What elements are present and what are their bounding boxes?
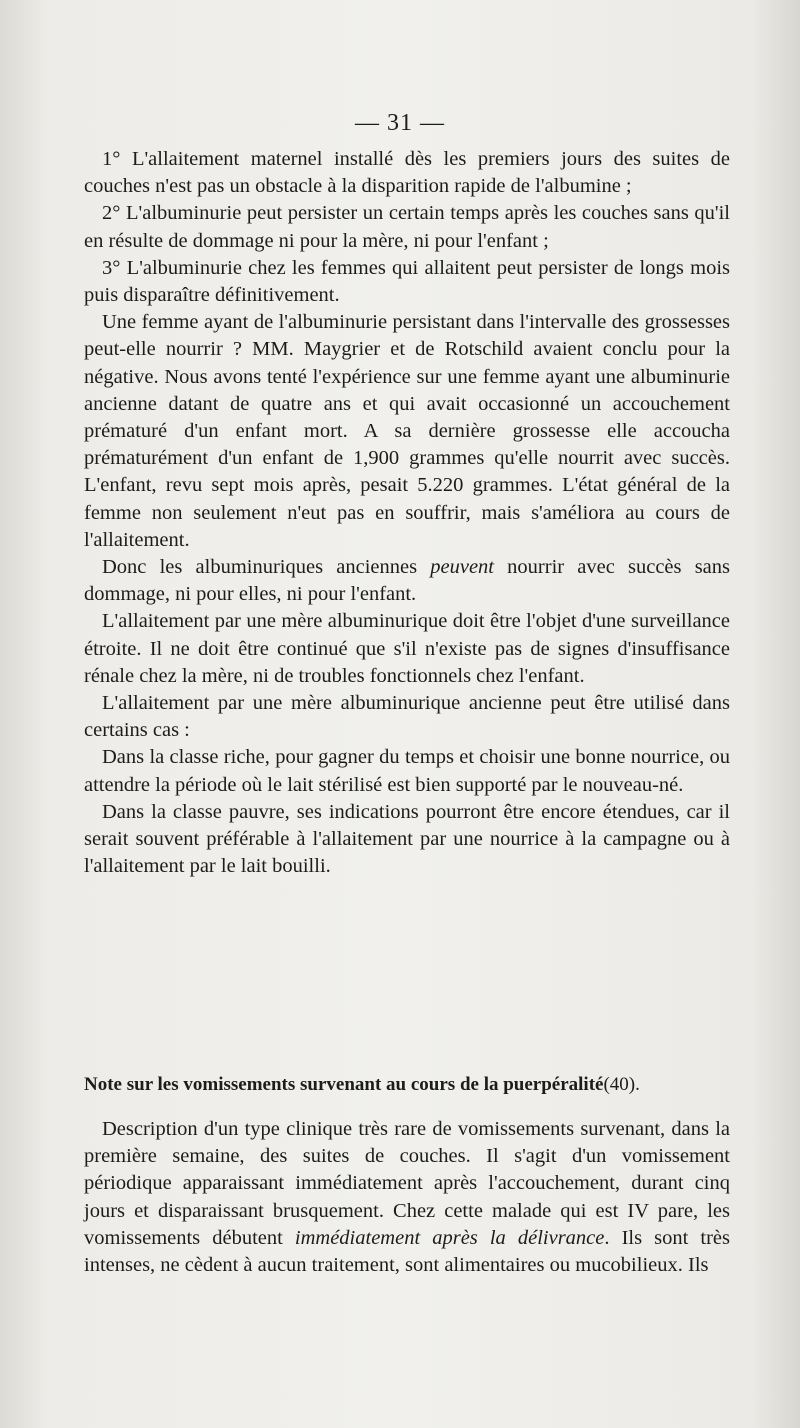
paragraph: Dans la classe pauvre, ses indications pourront être encore étendues, car il serait souvent préférable à l'allaitement par une nourrice à la campagne ou à l'allaitement par le lait bouilli.: [84, 800, 730, 878]
list-item: 3° L'albuminurie chez les femmes qui allaitent peut persister de longs mois puis disparaître définitivement.: [84, 256, 730, 307]
page-number: — 31 —: [355, 110, 445, 136]
paragraph: L'allaitement par une mère albuminurique ancienne peut être utilisé dans certains cas :: [84, 692, 730, 742]
text-run: Donc les albuminuriques anciennes: [102, 556, 431, 579]
section-body: [84, 1116, 730, 1279]
paragraph: L'allaitement par une mère albuminurique doit être l'objet d'une surveillance étroite. Il ne doit être continué que s'il n'existe pas de signes d'insuffisance rénale chez la mère, ni de troubles fonctionnels chez l'enfant.: [84, 610, 730, 687]
list-item: 2° L'albuminurie peut persister un certain temps après les couches sans qu'il en résulte de dommage ni pour la mère, ni pour l'enfant ;: [84, 202, 730, 252]
heading-title: Note sur les vomissements survenant au cours de la puerpéralité: [84, 1074, 604, 1095]
text-run: Description d'un type clinique très rare de vomissements survenant, dans la première semaine, des suites de couches. Il s'agit d'un vomissement périodique apparaissant immédiatement après l'accouchement, durant cinq jours et disparaissant brusquement. Chez cette malade qui est IV pare, les vomissements débutent: [84, 1118, 730, 1249]
list-item: 1° L'allaitement maternel installé dès les premiers jours des suites de couches n'est pas un obstacle à la disparition rapide de l'albumine ;: [84, 148, 730, 198]
emphasis: immédiatement après la délivrance: [294, 1226, 605, 1249]
section-heading: [84, 1071, 730, 1098]
paragraph: Une femme ayant de l'albuminurie persistant dans l'intervalle des grossesses peut-elle nourrir ? MM. Maygrier et de Rotschild avaient conclu pour la négative. Nous avons tenté l'expérience sur une femme ayant une albuminurie ancienne datant de quatre ans et qui avait occasionné un accouchement prématuré d'un enfant mort. A sa dernière grossesse elle accoucha prématurément d'un enfant de 1,900 grammes qu'elle nourrit avec succès. L'enfant, revu sept mois après, pesait 5.220 grammes. L'état général de la femme non seulement n'eut pas en souffrir, mais s'améliora au cours de l'allaitement.: [84, 311, 730, 551]
text-run: nourrir avec succès sans dommage, ni pour elles, ni pour l'enfant.: [84, 556, 730, 606]
paragraph: [84, 554, 730, 608]
heading-reference: (40).: [603, 1074, 640, 1095]
body-text: [84, 146, 730, 880]
paragraph: [84, 1116, 730, 1279]
emphasis: peuvent: [430, 556, 494, 579]
text-run: . Ils sont très intenses, ne cèdent à aucun traitement, sont alimentaires ou mucobilieux. Ils: [84, 1226, 730, 1277]
paragraph: Dans la classe riche, pour gagner du temps et choisir une bonne nourrice, ou attendre la période où le lait stérilisé est bien supporté par le nouveau-né.: [84, 746, 730, 796]
